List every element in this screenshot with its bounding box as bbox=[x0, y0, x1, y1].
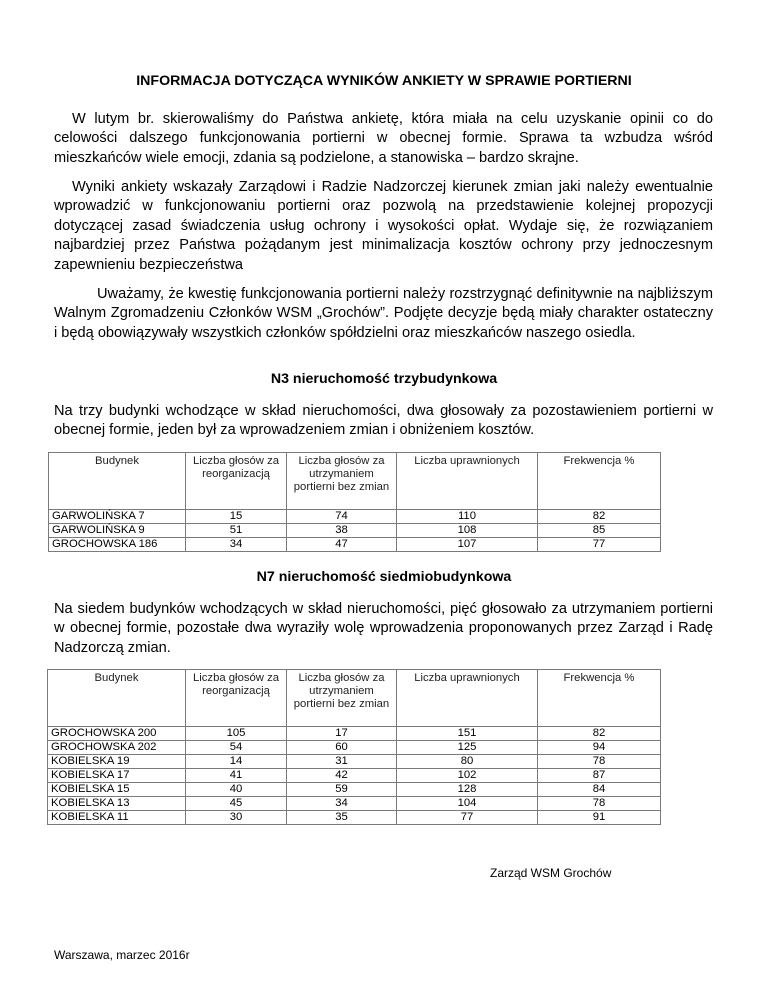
cell-turnout: 82 bbox=[538, 510, 661, 524]
section-description-n3: Na trzy budynki wchodzące w skład nieruchomości, dwa głosowały za pozostawieniem portierni w obecnej formie, jeden był za wprowadzeniem zmian i obniżeniem kosztów. bbox=[54, 403, 713, 439]
cell-votes-reorganization: 41 bbox=[186, 769, 287, 783]
cell-votes-reorganization: 14 bbox=[186, 755, 287, 769]
cell-votes-reorganization: 34 bbox=[186, 538, 287, 552]
cell-eligible: 125 bbox=[397, 741, 538, 755]
cell-votes-keep: 31 bbox=[287, 755, 397, 769]
column-header-votes-keep: Liczba głosów za utrzymaniem portierni bez zmian bbox=[287, 670, 397, 727]
cell-eligible: 151 bbox=[397, 727, 538, 741]
cell-eligible: 104 bbox=[397, 797, 538, 811]
cell-votes-keep: 17 bbox=[287, 727, 397, 741]
cell-votes-reorganization: 51 bbox=[186, 524, 287, 538]
section-heading-n3: N3 nieruchomość trzybudynkowa bbox=[270, 371, 498, 387]
cell-building: GROCHOWSKA 200 bbox=[48, 727, 186, 741]
cell-votes-keep: 47 bbox=[287, 538, 397, 552]
section-description-n7: Na siedem budynków wchodzących w skład nieruchomości, pięć głosowało za utrzymaniem portierni w obecnej formie, pozostałe dwa wyraziły wolę wprowadzenia proponowanych przez Zarząd i Radę Nadzorczą zmian. bbox=[54, 601, 713, 656]
cell-eligible: 110 bbox=[397, 510, 538, 524]
column-header-turnout: Frekwencja % bbox=[538, 670, 661, 727]
cell-votes-reorganization: 15 bbox=[186, 510, 287, 524]
cell-eligible: 102 bbox=[397, 769, 538, 783]
cell-building: KOBIELSKA 11 bbox=[48, 811, 186, 825]
column-header-votes-reorganization: Liczba głosów za reorganizacją bbox=[186, 453, 287, 510]
table-row bbox=[49, 524, 661, 538]
section-heading-n7: N7 nieruchomość siedmiobudynkowa bbox=[256, 569, 512, 585]
column-header-building: Budynek bbox=[49, 453, 186, 510]
signature: Zarząd WSM Grochów bbox=[490, 866, 612, 880]
column-header-eligible: Liczba uprawnionych bbox=[397, 670, 538, 727]
table-row bbox=[48, 811, 661, 825]
cell-turnout: 85 bbox=[538, 524, 661, 538]
cell-votes-keep: 60 bbox=[287, 741, 397, 755]
cell-turnout: 78 bbox=[538, 755, 661, 769]
table-row bbox=[48, 769, 661, 783]
results-paragraph: Wyniki ankiety wskazały Zarządowi i Radzie Nadzorczej kierunek zmian jaki należy ewentualnie wprowadzić w funkcjonowaniu portierni oraz pozwolą na przedstawienie kolejnej propozycji dotyczącej zasad świadczenia usług ochrony i wysokości opłat. Wydaje się, że rozwiązaniem najbardziej przez Państwa pożądanym jest minimalizacja kosztów ochrony przy jednoczesnym zapewnieniu bezpieczeństwa bbox=[54, 179, 713, 273]
cell-turnout: 91 bbox=[538, 811, 661, 825]
table-row bbox=[48, 783, 661, 797]
cell-votes-keep: 59 bbox=[287, 783, 397, 797]
table-header-row bbox=[48, 670, 661, 727]
column-header-turnout: Frekwencja % bbox=[538, 453, 661, 510]
cell-turnout: 78 bbox=[538, 797, 661, 811]
table-row bbox=[48, 797, 661, 811]
cell-votes-keep: 42 bbox=[287, 769, 397, 783]
cell-votes-reorganization: 40 bbox=[186, 783, 287, 797]
cell-turnout: 82 bbox=[538, 727, 661, 741]
document-title: INFORMACJA DOTYCZĄCA WYNIKÓW ANKIETY W SPRAWIE PORTIERNI bbox=[136, 73, 632, 89]
intro-paragraph: W lutym br. skierowaliśmy do Państwa ankietę, która miała na celu uzyskanie opinii co do celowości dalszego funkcjonowania portierni w obecnej formie. Sprawa ta wzbudza wśród mieszkańców wiele emocji, zdania są podzielone, a stanowiska – bardzo skrajne. bbox=[54, 111, 713, 166]
column-header-eligible: Liczba uprawnionych bbox=[397, 453, 538, 510]
cell-votes-keep: 74 bbox=[287, 510, 397, 524]
cell-votes-reorganization: 54 bbox=[186, 741, 287, 755]
cell-building: KOBIELSKA 17 bbox=[48, 769, 186, 783]
cell-turnout: 94 bbox=[538, 741, 661, 755]
cell-votes-reorganization: 105 bbox=[186, 727, 287, 741]
cell-turnout: 84 bbox=[538, 783, 661, 797]
cell-eligible: 108 bbox=[397, 524, 538, 538]
decision-paragraph: Uważamy, że kwestię funkcjonowania portierni należy rozstrzygnąć definitywnie na najbliższym Walnym Zgromadzeniu Członków WSM „Grochów”. Podjęte decyzje będą miały charakter ostateczny i będą obowiązywały wszystkich członków spółdzielni oraz mieszkańców naszego osiedla. bbox=[54, 286, 713, 341]
cell-building: GROCHOWSKA 202 bbox=[48, 741, 186, 755]
table-row bbox=[48, 755, 661, 769]
cell-turnout: 77 bbox=[538, 538, 661, 552]
results-table-n3 bbox=[48, 452, 661, 552]
cell-building: GARWOLIŃSKA 9 bbox=[49, 524, 186, 538]
cell-votes-keep: 38 bbox=[287, 524, 397, 538]
cell-votes-keep: 35 bbox=[287, 811, 397, 825]
cell-votes-reorganization: 45 bbox=[186, 797, 287, 811]
table-header-row bbox=[49, 453, 661, 510]
cell-building: KOBIELSKA 13 bbox=[48, 797, 186, 811]
cell-votes-keep: 34 bbox=[287, 797, 397, 811]
place-date: Warszawa, marzec 2016r bbox=[54, 948, 190, 962]
cell-eligible: 107 bbox=[397, 538, 538, 552]
cell-building: KOBIELSKA 19 bbox=[48, 755, 186, 769]
column-header-building: Budynek bbox=[48, 670, 186, 727]
cell-building: KOBIELSKA 15 bbox=[48, 783, 186, 797]
table-row bbox=[49, 510, 661, 524]
results-table-n7 bbox=[47, 669, 661, 825]
cell-building: GROCHOWSKA 186 bbox=[49, 538, 186, 552]
cell-votes-reorganization: 30 bbox=[186, 811, 287, 825]
column-header-votes-keep: Liczba głosów za utrzymaniem portierni bez zmian bbox=[287, 453, 397, 510]
cell-eligible: 77 bbox=[397, 811, 538, 825]
cell-eligible: 80 bbox=[397, 755, 538, 769]
table-row bbox=[48, 741, 661, 755]
cell-building: GARWOLIŃSKA 7 bbox=[49, 510, 186, 524]
cell-eligible: 128 bbox=[397, 783, 538, 797]
table-row bbox=[48, 727, 661, 741]
cell-turnout: 87 bbox=[538, 769, 661, 783]
table-row bbox=[49, 538, 661, 552]
column-header-votes-reorganization: Liczba głosów za reorganizacją bbox=[186, 670, 287, 727]
